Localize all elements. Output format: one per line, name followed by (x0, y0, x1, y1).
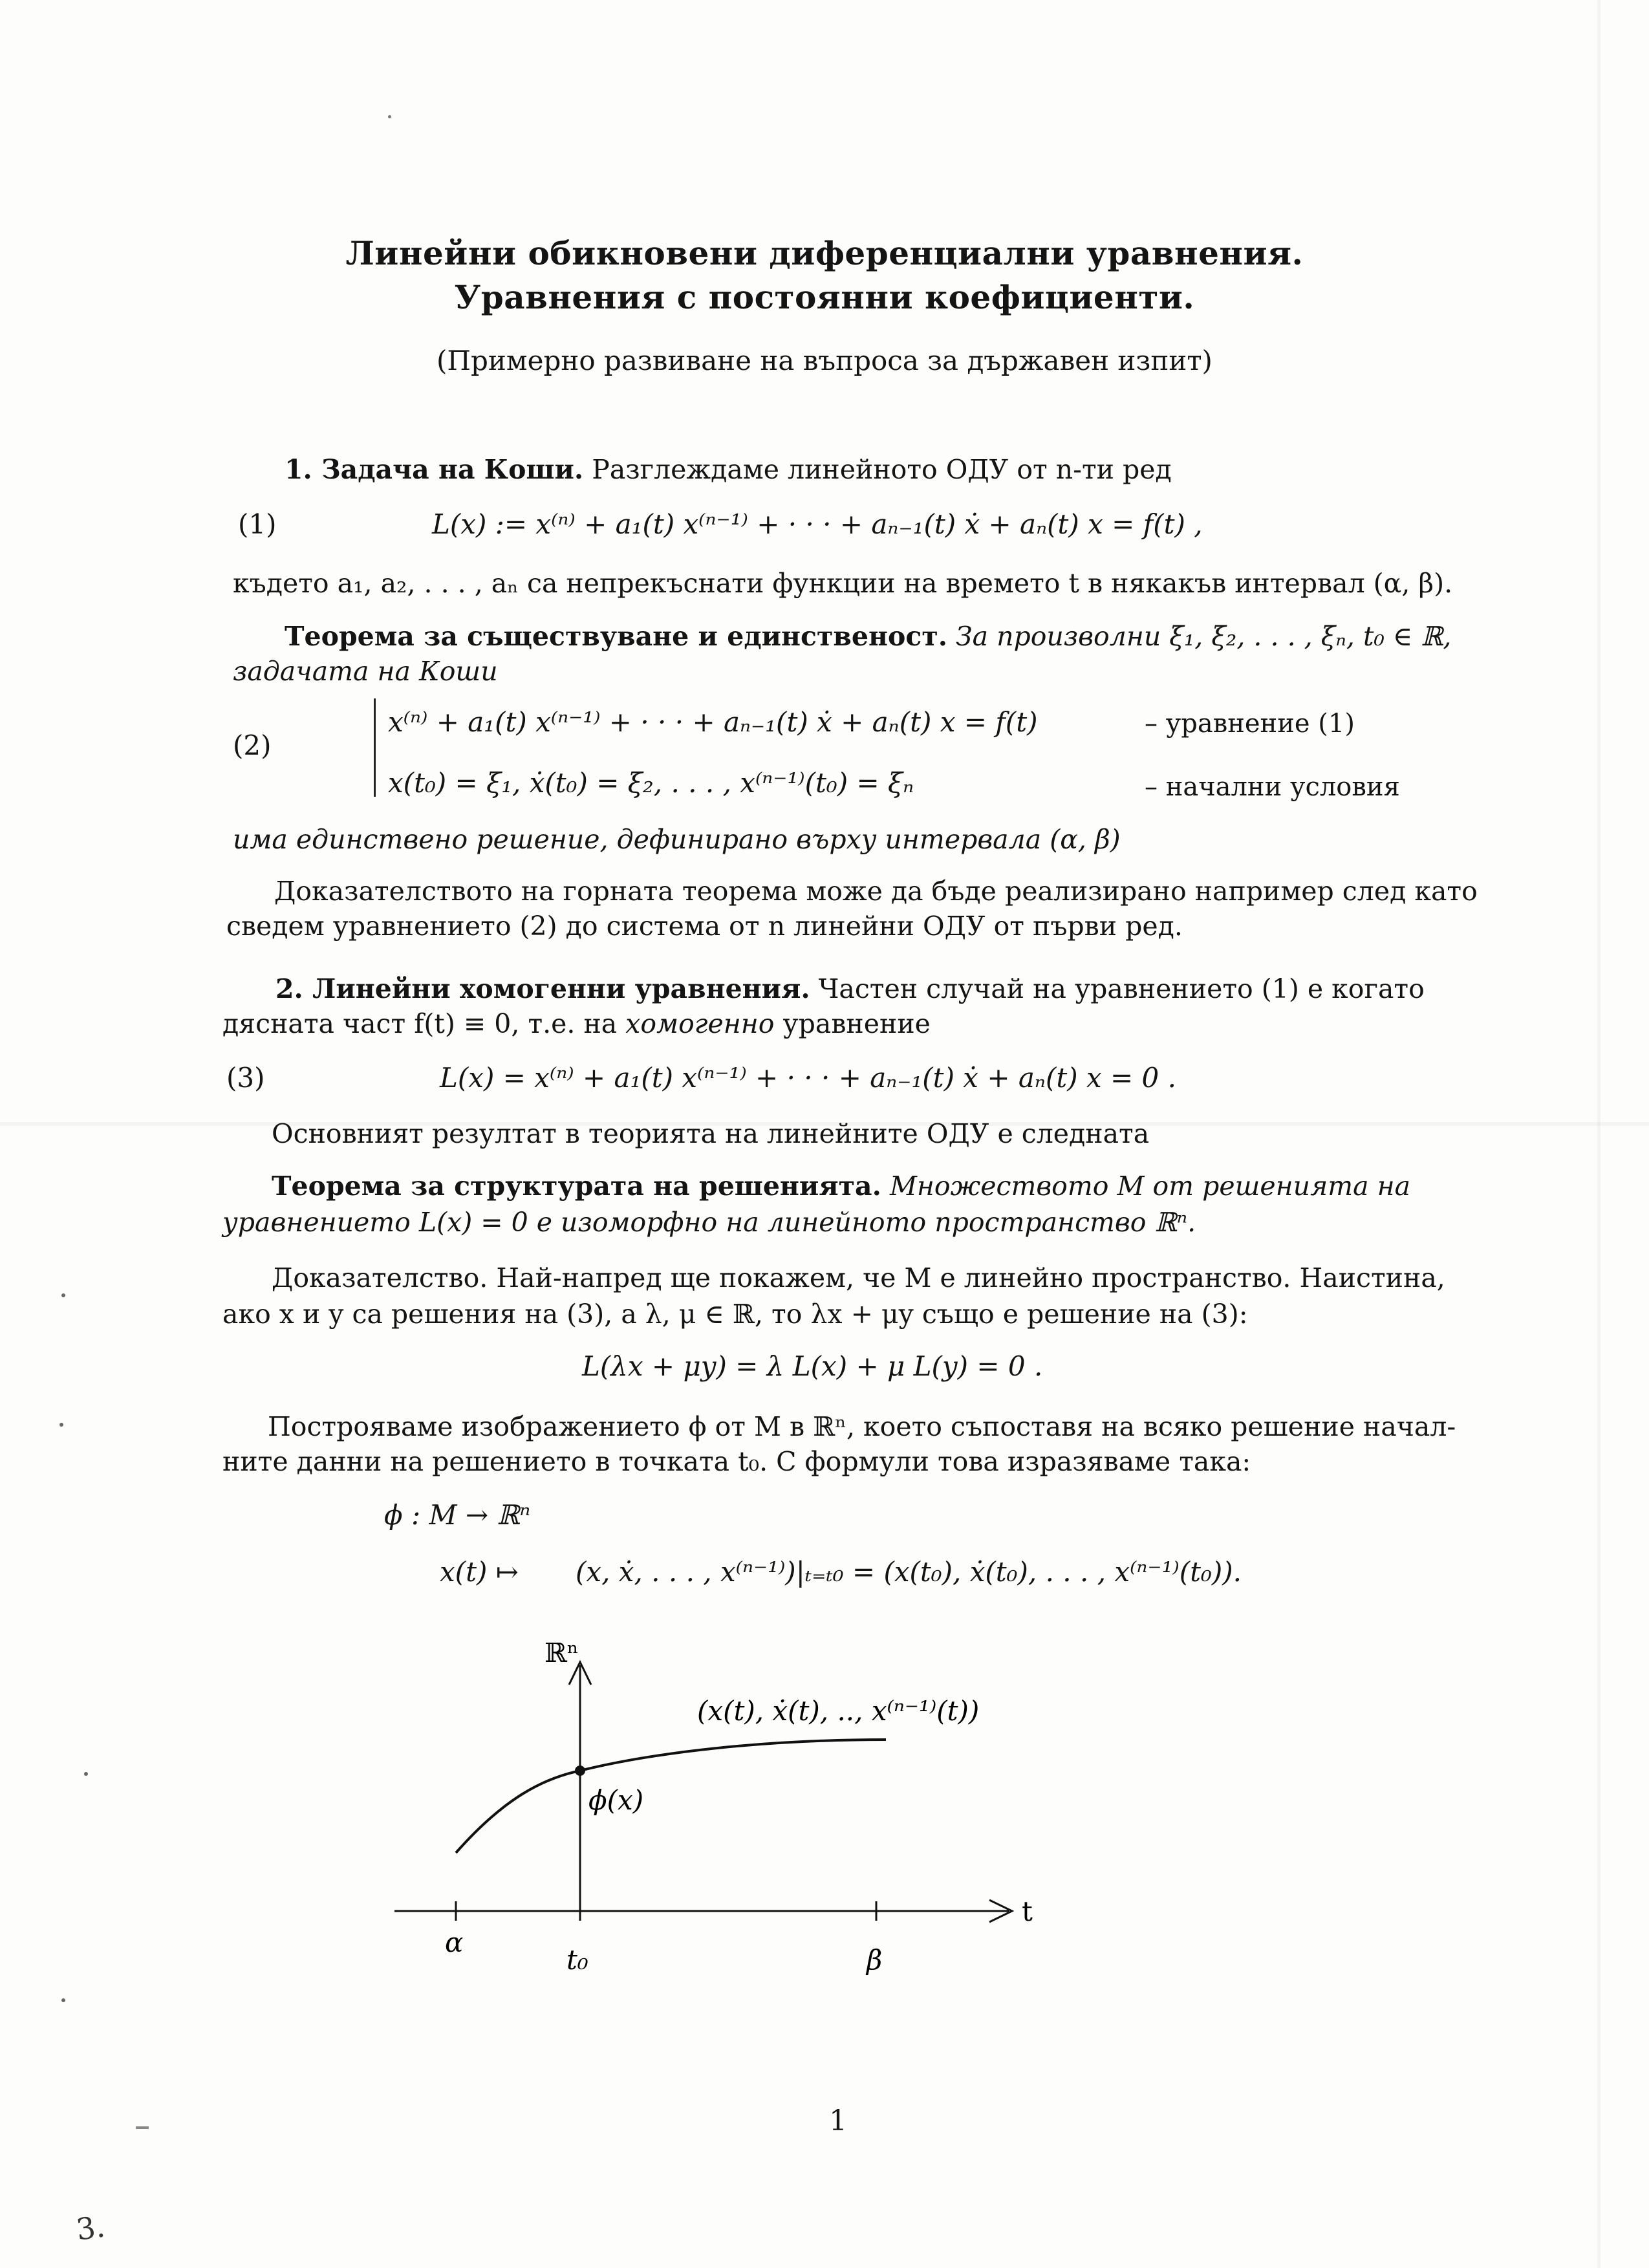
equation-3-number: (3) (226, 1062, 265, 1094)
proof-1-line-2: сведем уравнението (2) до система от n линейни ОДУ от първи ред. (226, 911, 1183, 942)
speck (136, 2126, 149, 2129)
equation-2-label-1: – уравнение (1) (1145, 709, 1355, 739)
speck (61, 1293, 65, 1297)
structure-theorem-text-1: Множеството M от решенията на (889, 1171, 1411, 1202)
structure-theorem-text-2: уравнението L(x) = 0 е изоморфно на линейното пространство ℝⁿ. (222, 1207, 1196, 1238)
structure-theorem-heading: Теорема за структурата на решенията. (272, 1171, 881, 1202)
equation-1: L(x) := x⁽ⁿ⁾ + a₁(t) x⁽ⁿ⁻¹⁾ + · · · + aₙ₋₁(t) ẋ + aₙ(t) x = f(t) , (432, 508, 1203, 540)
speck (59, 1423, 63, 1427)
t-axis-label: t (1022, 1895, 1033, 1927)
map-definition-row-1: ϕ : M → ℝⁿ (384, 1499, 531, 1531)
tick-beta-label: β (867, 1944, 883, 1976)
phi-point-label: ϕ(x) (588, 1784, 644, 1816)
after-equation-1: където a₁, a₂, . . . , aₙ са непрекъснати функции на времето t в някакъв интервал (α, β). (233, 568, 1453, 599)
section-1-intro-text: Разглеждаме линейното ОДУ от n-ти ред (592, 454, 1172, 485)
existence-theorem-line-1 (285, 620, 1451, 653)
tick-alpha-label: α (445, 1927, 464, 1958)
section-2-intro-2b: хомогенно (625, 1008, 775, 1039)
speck (61, 1998, 65, 2002)
curve-label: (x(t), ẋ(t), .., x⁽ⁿ⁻¹⁾(t)) (697, 1695, 980, 1727)
structure-theorem-line-1 (272, 1169, 1410, 1203)
existence-theorem-text-1: За произволни ξ₁, ξ₂, . . . , ξₙ, t₀ ∈ ℝ, (956, 621, 1452, 652)
phi-point (575, 1766, 585, 1776)
equation-2-number: (2) (233, 729, 272, 761)
tick-t0-label: t₀ (566, 1944, 588, 1976)
existence-theorem-text-2: задачата на Коши (233, 656, 498, 687)
main-result-text: Основният резултат в теорията на линейните ОДУ е следната (272, 1118, 1150, 1149)
handwritten-mark: 3. (74, 2209, 107, 2247)
equation-2-label-2: – начални условия (1145, 772, 1400, 802)
map-definition-row-2-right: (x, ẋ, . . . , x⁽ⁿ⁻¹⁾)|ₜ₌ₜ₀ = (x(t₀), ẋ(t₀), . . . , x⁽ⁿ⁻¹⁾(t₀)). (576, 1556, 1242, 1588)
title-line-2: Уравнения с постоянни коефициенти. (454, 278, 1195, 316)
speck (84, 1772, 88, 1776)
equation-2-line-1: x⁽ⁿ⁾ + a₁(t) x⁽ⁿ⁻¹⁾ + · · · + aₙ₋₁(t) ẋ + aₙ(t) x = f(t) (388, 706, 1038, 738)
map-definition-row-2-left: x(t) ↦ (440, 1556, 519, 1588)
existence-theorem-conclusion: има единствено решение, дефинирано върху интервала (α, β) (233, 824, 1121, 855)
proof-2-line-2: ако x и y са решения на (3), а λ, μ ∈ ℝ, то λx + μy също е решение на (3): (222, 1299, 1248, 1330)
subtitle: (Примерно развиване на въпроса за държавен изпит) (436, 345, 1212, 376)
section-2-intro (275, 972, 1425, 1006)
section-2-intro-line-2 (222, 1007, 931, 1041)
paper-edge (1597, 0, 1600, 2268)
rn-axis-label: ℝⁿ (544, 1643, 579, 1669)
page-number: 1 (829, 2104, 847, 2137)
map-text-line-1: Построяваме изображението ϕ от M в ℝⁿ, което съпоставя на всяко решение начал- (268, 1411, 1456, 1442)
existence-theorem-heading: Теорема за съществуване и единственост. (285, 621, 947, 652)
section-1-intro (285, 453, 1172, 486)
solution-curve-figure (375, 1643, 1054, 1992)
title-line-1: Линейни обикновени диференциални уравнения. (345, 234, 1304, 272)
section-2-intro-text-1: Частен случай на уравнението (1) е когато (818, 973, 1425, 1004)
speck (388, 115, 391, 118)
map-text-line-2: ните данни на решението в точката t₀. С формули това изразяваме така: (222, 1446, 1251, 1477)
linearity-equation: L(λx + μy) = λ L(x) + μ L(y) = 0 . (582, 1350, 1043, 1382)
section-2-intro-2a: дясната част f(t) ≡ 0, т.е. на (222, 1008, 626, 1039)
section-2-heading: 2. Линейни хомогенни уравнения. (275, 973, 810, 1004)
equation-3: L(x) = x⁽ⁿ⁾ + a₁(t) x⁽ⁿ⁻¹⁾ + · · · + aₙ₋₁(t) ẋ + aₙ(t) x = 0 . (440, 1062, 1176, 1094)
equation-2-line-2: x(t₀) = ξ₁, ẋ(t₀) = ξ₂, . . . , x⁽ⁿ⁻¹⁾(t₀) = ξₙ (388, 767, 914, 799)
proof-1-line-1: Доказателството на горната теорема може да бъде реализирано например след като (274, 876, 1478, 907)
proof-2-line-1: Доказателство. Най-напред ще покажем, че M е линейно пространство. Наистина, (272, 1262, 1445, 1293)
solution-curve (456, 1740, 886, 1853)
equation-1-number: (1) (238, 508, 277, 540)
section-1-heading: 1. Задача на Коши. (285, 454, 584, 485)
system-brace-bar (374, 698, 376, 797)
section-2-intro-2c: уравнение (774, 1008, 931, 1039)
